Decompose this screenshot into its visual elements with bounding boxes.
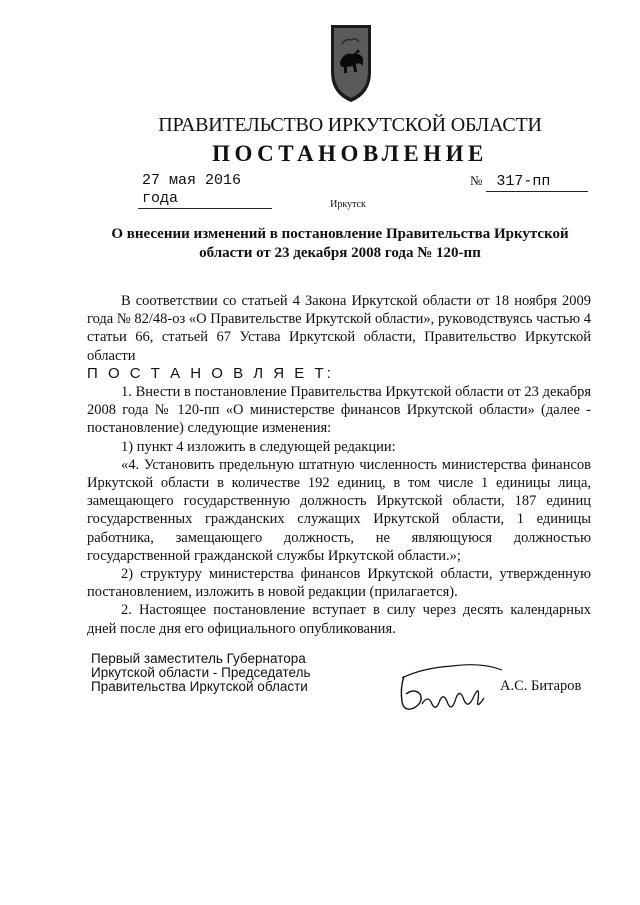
document-date: 27 мая 2016 года	[138, 172, 272, 209]
document-number-block	[470, 172, 588, 192]
number-sign: №	[470, 173, 483, 188]
item-1-2-paragraph: 2) структуру министерства финансов Иркутской области, утвержденную постановлением, изложить в новой редакции (прилагается).	[87, 566, 591, 601]
item-1-1-text-paragraph: «4. Установить предельную штатную численность министерства финансов Иркутской области в количестве 192 единиц, в том числе 1 единицы лица, замещающего государственную должность Иркутской области, 187 единиц государственных гражданских служащих Иркутской области, 1 единицы работника, замещающего должность, не являющуюся должностью государственной гражданской службы Иркутской области.»;	[87, 456, 591, 564]
document-type: ПОСТАНОВЛЕНИЕ	[212, 141, 488, 166]
item-2-paragraph: 2. Настоящее постановление вступает в силу через десять календарных дней после дня его официального опубликования.	[87, 602, 591, 637]
coat-of-arms-icon	[328, 22, 374, 104]
signer-position-line-3: Правительства Иркутской области	[91, 679, 308, 694]
preamble-paragraph: В соответствии со статьей 4 Закона Иркутской области от 18 ноября 2009 года № 82/48-оз «О Правительстве Иркутской области», руководствуясь частью 4 статьи 66, статьей 67 Устава Иркутской области, Правительство Иркутской области	[87, 293, 591, 364]
resolves-heading: П О С Т А Н О В Л Я Е Т:	[87, 364, 334, 382]
document-subject	[84, 225, 596, 263]
document-body	[87, 292, 591, 638]
subject-line-1: О внесении изменений в постановление Правительства Иркутской	[111, 226, 569, 242]
handwritten-signature	[392, 658, 507, 716]
signer-position-line-2: Иркутской области - Председатель	[91, 665, 311, 680]
signer-position	[91, 652, 311, 694]
government-title: ПРАВИТЕЛЬСТВО ИРКУТСКОЙ ОБЛАСТИ	[158, 114, 542, 136]
item-1-paragraph: 1. Внести в постановление Правительства Иркутской области от 23 декабря 2008 года № 120-пп «О министерстве финансов Иркутской области» (далее - постановление) следующие изменения:	[87, 384, 591, 437]
city: Иркутск	[330, 199, 366, 210]
document-number: 317-пп	[486, 173, 588, 192]
item-1-1-paragraph: 1) пункт 4 изложить в следующей редакции:	[121, 438, 396, 455]
signer-position-line-1: Первый заместитель Губернатора	[91, 651, 306, 666]
subject-line-2: области от 23 декабря 2008 года № 120-пп	[199, 245, 481, 261]
signer-name: А.С. Битаров	[500, 678, 582, 694]
